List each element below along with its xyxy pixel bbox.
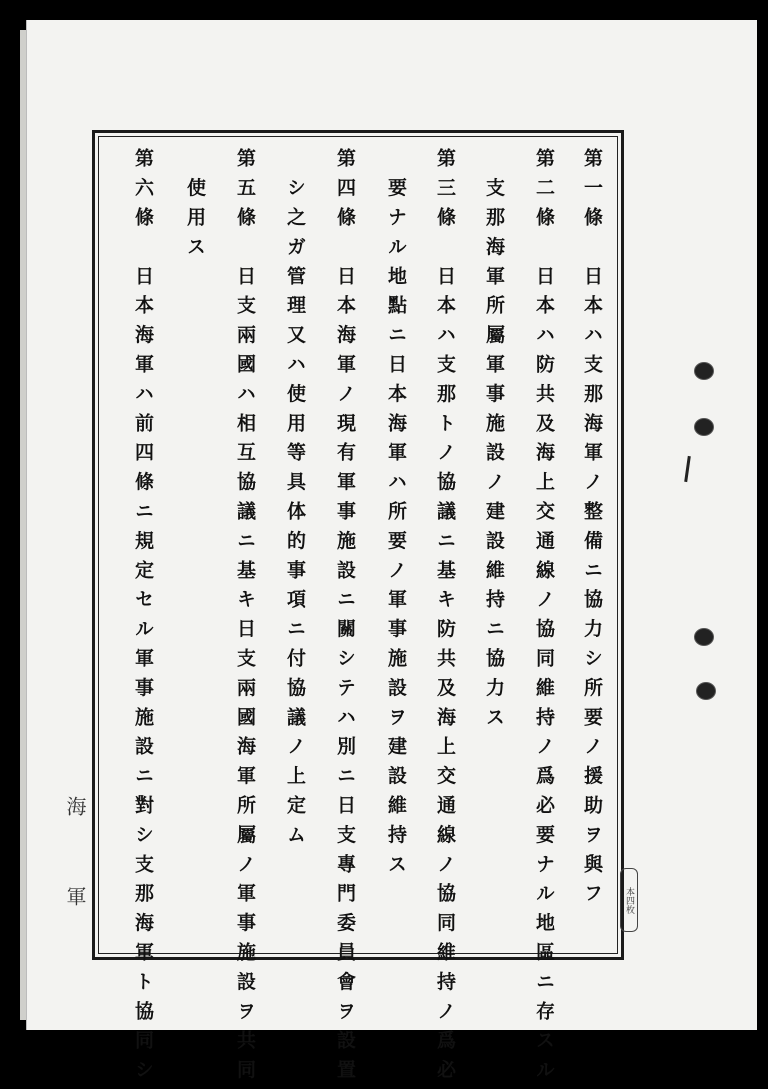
binding-hole <box>694 418 714 436</box>
margin-left-char-2: 軍 <box>63 886 87 906</box>
binding-hole <box>696 682 716 700</box>
binding-hole <box>694 628 714 646</box>
article-3-line-2: 要ナル地點ニ日本海軍ハ所要ノ軍事施設ヲ建設維持ス <box>385 148 407 883</box>
article-6-line-1: 第六條 日本海軍ハ前四條ニ規定セル軍事施設ニ對シ支那海軍ト協同シ <box>132 148 154 1089</box>
article-2-line-2: 支那海軍所屬軍事施設ノ建設維持ニ協力ス <box>483 148 505 736</box>
article-4-line-2: シ之ガ管理又ハ使用等具体的事項ニ付協議ノ上定ム <box>284 148 306 854</box>
article-1-line-1: 第一條 日本ハ支那海軍ノ整備ニ協力シ所要ノ援助ヲ與フ <box>581 148 603 913</box>
margin-left-char-1: 海 <box>63 796 87 816</box>
article-2-line-1: 第二條 日本ハ防共及海上交通線ノ協同維持ノ爲必要ナル地區ニ存スル <box>533 148 555 1089</box>
article-4-line-1: 第四條 日本海軍ノ現有軍事施設ニ關シテハ別ニ日支專門委員會ヲ設置 <box>334 148 356 1089</box>
article-5-line-1: 第五條 日支兩國ハ相互協議ニ基キ日支兩國海軍所屬ノ軍事施設ヲ共同 <box>234 148 256 1089</box>
margin-note: 本四枚 <box>620 868 638 932</box>
binding-hole <box>694 362 714 380</box>
article-5-line-2: 使用ス <box>184 148 206 266</box>
article-3-line-1: 第三條 日本ハ支那トノ協議ニ基キ防共及海上交通線ノ協同維持ノ爲必 <box>434 148 456 1089</box>
